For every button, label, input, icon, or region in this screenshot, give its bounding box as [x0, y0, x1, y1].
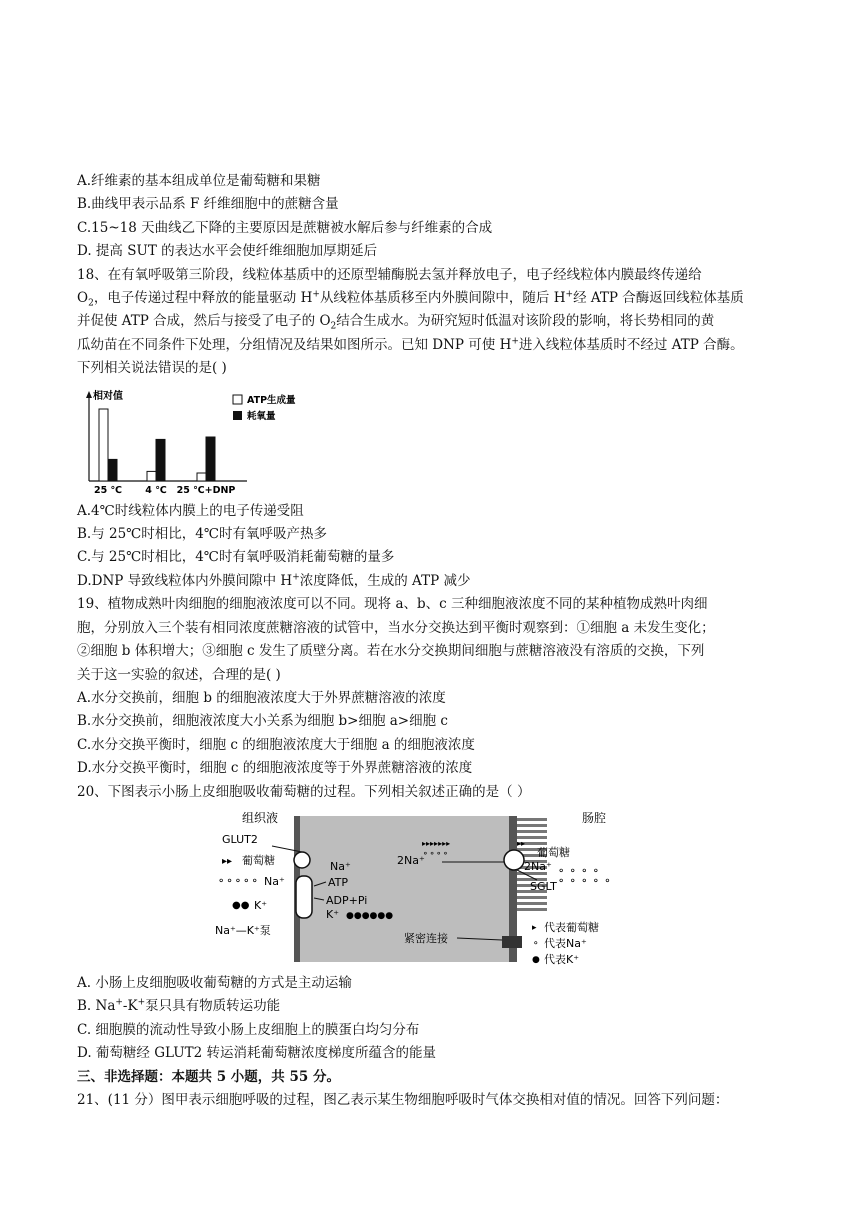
sglt-carrier-icon [504, 850, 524, 870]
glut2-label: GLUT2 [222, 832, 258, 846]
epithelial-cell [294, 816, 509, 962]
q18-stem-line5: 下列相关说法错误的是( ) [77, 360, 227, 377]
exam-page [77, 170, 787, 1112]
q19-stem-line4: 关于这一实验的叙述，合理的是( ) [77, 666, 281, 683]
q20-glucose-transport-diagram [212, 808, 772, 968]
q18-option-b: B.与 25℃时相比，4℃时有氧呼吸产热多 [77, 526, 327, 543]
bar-atp-0 [99, 409, 108, 481]
q20-diagram-svg [212, 808, 772, 968]
legend-glucose-label: 代表葡萄糖 [544, 920, 599, 934]
q18-stem-line1: 18、在有氧呼吸第三阶段，线粒体基质中的还原型辅酶脱去氢并释放电子，电子经线粒体内膜最终传递给 [77, 266, 702, 283]
q19-option-c: C.水分交换平衡时，细胞 c 的细胞液浓度大于细胞 a 的细胞液浓度 [77, 736, 475, 753]
q18-bar-chart [77, 383, 317, 498]
k-dots-left: ●● [232, 899, 250, 911]
q18-stem-line2: $O_2$，电子传递过程中释放的能量驱动 H+从线粒体基质移至内外膜间隙中，随后 H+经 ATP 合酶返回线粒体基质 [77, 289, 744, 309]
glut2-carrier-icon [294, 852, 310, 868]
microvillus [517, 896, 547, 899]
microvillus [517, 824, 547, 827]
na2-right-label: 2Na⁺ [524, 859, 552, 873]
legend-k-label: 代表K⁺ [544, 952, 580, 966]
y-axis-label: 相对值 [93, 390, 123, 402]
legend-label-atp: ATP生成量 [247, 394, 296, 406]
q19-stem-line3: ②细胞 b 体积增大；③细胞 c 发生了质壁分离。若在水分交换期间细胞与蔗糖溶液没有溶质的交换，下列 [77, 643, 705, 660]
k-left-label: K⁺ [254, 898, 268, 912]
k-dots-in: ●●●●●● [346, 910, 394, 921]
microvillus [517, 902, 547, 905]
q18-option-a: A.4℃时线粒体内膜上的电子传递受阻 [77, 502, 304, 519]
legend-na-icon: ⚬ [532, 938, 540, 949]
q20-option-b: B. Na+-K+泵只具有物质转运功能 [77, 997, 281, 1015]
bar-atp-2 [197, 473, 206, 481]
q19-option-a: A.水分交换前，细胞 b 的细胞液浓度大于外界蔗糖溶液的浓度 [77, 689, 446, 706]
na-dots-right-2: ⚬ ⚬ ⚬ ⚬ [557, 865, 601, 877]
na-dots-right: ⚬ ⚬ ⚬ ⚬ ⚬ [557, 875, 612, 887]
q18-option-c: C.与 25℃时相比，4℃时有氧呼吸消耗葡萄糖的量多 [77, 549, 395, 566]
bar-oxygen-2 [206, 437, 215, 481]
legend-na-label: 代表Na⁺ [544, 936, 587, 950]
na2-in-label: 2Na⁺ [397, 853, 425, 867]
na-dots-left: ⚬⚬⚬⚬⚬ [217, 875, 259, 887]
microvillus [517, 830, 547, 833]
q20-stem: 20、下图表示小肠上皮细胞吸收葡萄糖的过程。下列相关叙述正确的是（ ） [77, 783, 531, 800]
q17-option-b: B.曲线甲表示品系 F 纤维细胞中的蔗糖含量 [77, 196, 339, 213]
na-dots-in: ⚬⚬⚬⚬ [422, 848, 449, 858]
glucose-left-label: 葡萄糖 [242, 853, 275, 867]
bar-oxygen-1 [156, 439, 165, 481]
legend-glucose-icon: ▸ [532, 922, 537, 933]
legend-k-icon: ● [532, 954, 540, 965]
na-left-label: Na⁺ [264, 874, 285, 888]
q18-stem-line3: 并促使 ATP 合成，然后与接受了电子的 $O_2$结合生成水。为研究短时低温对该阶段的影响，将长势相同的黄 [77, 313, 715, 333]
glucose-arrows-left: ▸▸ [222, 855, 233, 867]
q19-stem-line1: 19、植物成熟叶肉细胞的细胞液浓度可以不同。现将 a、b、c 三种细胞液浓度不同的某种植物成熟叶肉细 [77, 596, 708, 613]
q18-stem-line4: 瓜幼苗在不同条件下处理，分组情况及结果如图所示。已知 DNP 可使 H+进入线粒体基质时不经过 ATP 合酶。 [77, 336, 744, 353]
glucose-arrows-in: ▸▸▸▸▸▸▸ [422, 838, 451, 848]
na-k-pump-icon [296, 876, 312, 918]
tight-junction-label: 紧密连接 [404, 931, 448, 945]
q17-option-c: C.15~18 天曲线乙下降的主要原因是蔗糖被水解后参与纤维素的合成 [77, 219, 493, 236]
section-3-heading: 三、非选择题：本题共 5 小题，共 55 分。 [77, 1068, 340, 1085]
q17-option-d: D. 提高 SUT 的表达水平会使纤维细胞加厚期延后 [77, 243, 378, 260]
q21-stem: 21、(11 分）图甲表示细胞呼吸的过程，图乙表示某生物细胞呼吸时气体交换相对值的情况。回答下列问题： [77, 1091, 729, 1108]
pump-label: Na⁺—K⁺泵 [215, 923, 271, 937]
microvillus [517, 908, 547, 911]
glucose-right-label: 葡萄糖 [537, 845, 570, 859]
q20-option-c: C. 细胞膜的流动性导致小肠上皮细胞上的膜蛋白均匀分布 [77, 1021, 420, 1038]
sglt-label: SGLT [530, 879, 557, 893]
bar-atp-1 [147, 471, 156, 481]
lumen-label: 肠腔 [582, 810, 607, 825]
legend-label-oxygen: 耗氧量 [247, 410, 276, 422]
q19-stem-line2: 胞，分别放入三个装有相同浓度蔗糖溶液的试管中，当水分交换达到平衡时观察到：①细胞 a 未发生变化； [77, 619, 715, 636]
x-tick-label-2: 25 ℃+DNP [176, 484, 236, 496]
q20-option-d: D. 葡萄糖经 GLUT2 转运消耗葡萄糖浓度梯度所蕴含的能量 [77, 1045, 436, 1062]
bar-oxygen-0 [108, 459, 117, 481]
y-axis-arrow [86, 391, 92, 398]
q19-option-b: B.水分交换前，细胞液浓度大小关系为细胞 b>细胞 a>细胞 c [77, 713, 448, 730]
q18-option-d: D.DNP 导致线粒体内外膜间隙中 H+浓度降低，生成的 ATP 减少 [77, 572, 471, 589]
q17-option-a: A.纤维素的基本组成单位是葡萄糖和果糖 [77, 173, 321, 189]
legend-swatch-atp [233, 395, 242, 404]
na-in-label: Na⁺ [330, 859, 351, 873]
microvillus [517, 818, 547, 821]
adp-label: ADP+Pi [326, 893, 368, 907]
tissue-fluid-label: 组织液 [242, 810, 279, 825]
k-in-label: K⁺ [326, 907, 340, 921]
tight-junction-mark [502, 936, 522, 948]
glucose-arrows-right: ▸▸ [517, 838, 526, 848]
legend-swatch-oxygen [233, 411, 242, 420]
q18-bar-chart-svg [77, 383, 317, 498]
x-tick-label-0: 25 ℃ [93, 484, 123, 496]
x-tick-label-1: 4 ℃ [145, 484, 167, 496]
atp-label: ATP [328, 875, 349, 889]
q19-option-d: D.水分交换平衡时，细胞 c 的细胞液浓度等于外界蔗糖溶液的浓度 [77, 760, 473, 777]
q20-option-a: A. 小肠上皮细胞吸收葡萄糖的方式是主动运输 [77, 974, 352, 991]
